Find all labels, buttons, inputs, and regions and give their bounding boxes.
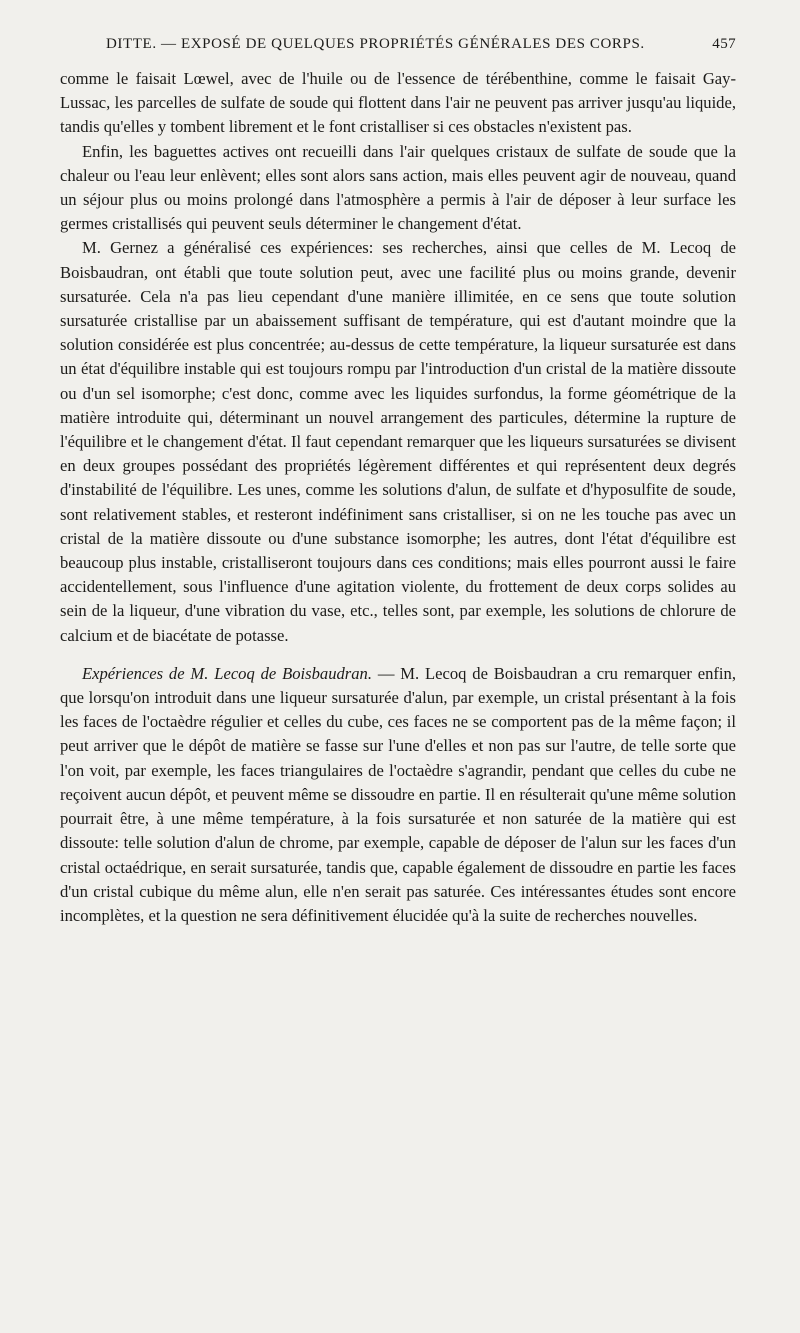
paragraph-1: comme le faisait Lœwel, avec de l'huile ou de l'essence de térébenthine, comme le faisait Gay-Lussac, les parcelles de sulfate de soude qui flottent dans l'air ne peuvent pas arriver jusqu'au liquide, tandis qu'elles y tombent librement et le font cristalliser si ces obstacles n'existent pas.: [60, 69, 736, 137]
section-heading: Expériences de M. Lecoq de Boisbaudran.: [82, 663, 372, 683]
paragraph-3: M. Gernez a généralisé ces expériences: ses recherches, ainsi que celles de M. Lecoq de Boisbaudran, ont établi que toute solution peut, avec une facilité plus ou moins grande, devenir sursaturée. Cela n'a pas lieu cependant d'une manière illimitée, en ce sens que toute solution sursaturée cristallise par un abaissement suffisant de température, qui est d'autant moindre que la solution considérée est plus concentrée; au-dessus de cette température, la liqueur sursaturée est dans un état d'équilibre instable qui est toujours rompu par l'introduction d'un cristal de la matière dissoute ou d'un sel isomorphe; c'est donc, comme avec les liquides surfondus, la forme géométrique de la matière introduite qui, déterminant un nouvel arrangement des particules, détermine la rupture de l'équilibre et le changement d'état. Il faut cependant remarquer que les liqueurs sursaturées se divisent en deux groupes possédant des propriétés légèrement différentes et qui représentent deux degrés d'instabilité de l'équilibre. Les unes, comme les solutions d'alun, de sulfate et d'hyposulfite de soude, sont relativement stables, et resteront indéfiniment sans cristalliser, si on ne les touche pas avec un cristal de la matière dissoute ou d'une substance isomorphe; les autres, dont l'état d'équilibre est beaucoup plus instable, cristalliseront toujours dans ces conditions; mais elles pourront aussi le faire accidentellement, sous l'influence d'une agitation violente, du frottement de deux corps solides au sein de la liqueur, d'une vibration du vase, etc., telles sont, par exemple, les solutions de chlorure de calcium et de biacétate de potasse.: [60, 238, 736, 645]
running-title: DITTE. — EXPOSÉ DE QUELQUES PROPRIÉTÉS GÉNÉRALES DES CORPS.: [106, 36, 645, 52]
running-header: [60, 36, 736, 53]
paragraph-4-text: — M. Lecoq de Boisbaudran a cru remarquer enfin, que lorsqu'on introduit dans une liqueur sursaturée d'alun, par exemple, un cristal présentant à la fois les faces de l'octaèdre régulier et celles du cube, ces faces ne se comportent pas de la même façon; il peut arriver que le dépôt de matière se fasse sur l'une d'elles et non pas sur l'autre, de telle sorte que l'on voit, par exemple, les faces triangulaires de l'octaèdre s'agrandir, pendant que celles du cube ne reçoivent aucun dépôt, et peuvent même se dissoudre en partie. Il en résulterait qu'une même solution pourrait être, à une même température, à la fois sursaturée et non saturée de la matière qui est dissoute: telle solution d'alun de chrome, par exemple, capable de déposer de l'alun sur les faces d'un cristal octaédrique, en serait sursaturée, tandis que, capable également de dissoudre en partie les faces d'un cristal cubique du même alun, elle n'en serait pas saturée. Ces intéressantes études sont encore incomplètes, et la question ne sera définitivement élucidée qu'à la suite de recherches nouvelles.: [60, 663, 736, 925]
page: [60, 36, 736, 928]
paragraph-4: [60, 662, 736, 928]
paragraph-2: Enfin, les baguettes actives ont recueilli dans l'air quelques cristaux de sulfate de soude que la chaleur ou l'eau leur enlèvent; elles sont alors sans action, mais elles peuvent agir de nouveau, quand un séjour plus ou moins prolongé dans l'atmosphère a permis à l'air de déposer à leur surface les germes cristallisés qui peuvent seuls déterminer le changement d'état.: [60, 141, 736, 234]
page-number: 457: [712, 36, 736, 52]
